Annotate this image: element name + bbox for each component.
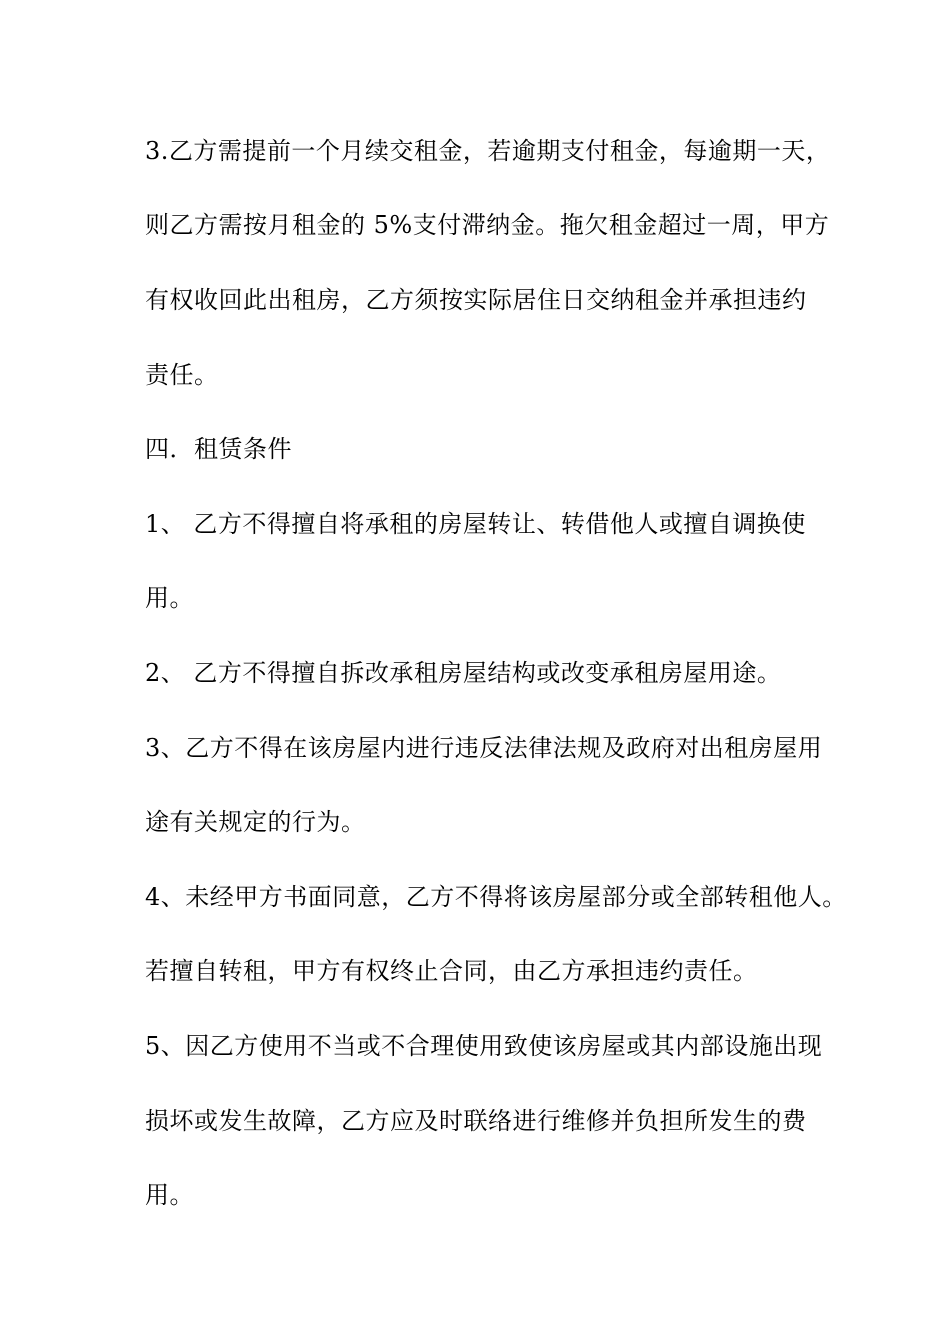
paragraph-line: 有权收回此出租房，乙方须按实际居住日交纳租金并承担违约 bbox=[145, 286, 807, 314]
paragraph-line: 损坏或发生故障，乙方应及时联络进行维修并负担所发生的费 bbox=[145, 1107, 807, 1135]
paragraph-line: 5、因乙方使用不当或不合理使用致使该房屋或其内部设施出现 bbox=[145, 1032, 823, 1060]
section-heading: 四．租赁条件 bbox=[145, 435, 292, 463]
paragraph-line: 3、乙方不得在该房屋内进行违反法律法规及政府对出租房屋用 bbox=[145, 734, 823, 762]
paragraph-line: 则乙方需按月租金的 5%支付滞纳金。拖欠租金超过一周，甲方 bbox=[145, 211, 830, 239]
paragraph-line: 3.乙方需提前一个月续交租金，若逾期支付租金，每逾期一天， bbox=[145, 137, 831, 165]
paragraph-line: 4、未经甲方书面同意，乙方不得将该房屋部分或全部转租他人。 bbox=[145, 883, 847, 911]
paragraph-line: 用。 bbox=[145, 584, 194, 612]
paragraph-line: 用。 bbox=[145, 1181, 194, 1209]
paragraph-line: 若擅自转租，甲方有权终止合同，由乙方承担违约责任。 bbox=[145, 957, 758, 985]
paragraph-line: 1、 乙方不得擅自将承租的房屋转让、转借他人或擅自调换使 bbox=[145, 510, 806, 538]
paragraph-line: 2、 乙方不得擅自拆改承租房屋结构或改变承租房屋用途。 bbox=[145, 659, 782, 687]
paragraph-line: 途有关规定的行为。 bbox=[145, 808, 366, 836]
paragraph-line: 责任。 bbox=[145, 361, 219, 389]
